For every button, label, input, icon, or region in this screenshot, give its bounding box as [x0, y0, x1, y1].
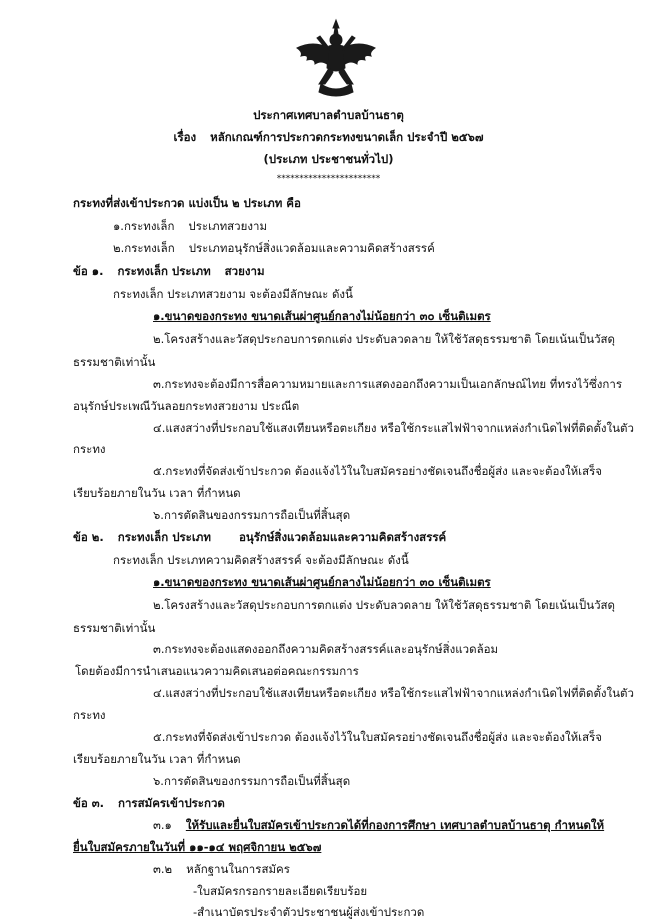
requirement-item: -สำเนาบัตรประจำตัวประชาชนผู้ส่งเข้าประกวด — [193, 905, 425, 919]
criterion-2-cont: ธรรมชาติเท่านั้น — [73, 355, 156, 369]
criterion-2: ๒.โครงสร้างและวัสดุประกอบการตกแต่ง ประดับลวดลาย ให้ใช้วัสดุธรรมชาติ โดยเน้นเป็นวัสดุ — [153, 598, 616, 612]
requirement-item: -ใบสมัครกรอกรายละเอียดเรียบร้อย — [193, 884, 368, 898]
section-heading — [73, 264, 265, 279]
criterion-3-cont: อนุรักษ์ประเพณีวันลอยกระทงสวยงาม ประณีต — [73, 399, 300, 413]
criterion-2-cont: ธรรมชาติเท่านั้น — [73, 621, 156, 635]
criterion-4: ๔.แสงสว่างที่ประกอบใช้แสงเทียนหรือตะเกียง หรือใช้กระแสไฟฟ้าจากแหล่งกำเนิดไฟที่ติดตั้งในตัว — [153, 421, 634, 435]
criterion-5: ๕.กระทงที่จัดส่งเข้าประกวด ต้องแจ้งไว้ในใบสมัครอย่างชัดเจนถึงชื่อผู้ส่ง และจะต้องให้เสร็จ — [153, 464, 603, 478]
application-rule — [153, 818, 604, 833]
subject-label: เรื่อง — [173, 130, 197, 144]
category-num: ๒.กระทงเล็ก — [113, 241, 175, 255]
section-title: กระทงเล็ก ประเภท — [117, 264, 211, 278]
criterion-5-cont: เรียบร้อยภายในวัน เวลา ที่กำหนด — [73, 486, 241, 500]
subject-line — [0, 130, 657, 145]
section-title: การสมัครเข้าประกวด — [118, 796, 225, 810]
section-title-type: อนุรักษ์สิ่งแวดล้อมและความคิดสร้างสรรค์ — [238, 530, 447, 544]
section-label: ข้อ ๓. — [73, 796, 105, 810]
requirements-heading — [153, 862, 290, 877]
section-lead: กระทงเล็ก ประเภทความคิดสร้างสรรค์ จะต้องมีลักษณะ ดังนี้ — [113, 553, 409, 567]
section-label: ข้อ ๒. — [73, 530, 104, 544]
criterion-4: ๔.แสงสว่างที่ประกอบใช้แสงเทียนหรือตะเกียง หรือใช้กระแสไฟฟ้าจากแหล่งกำเนิดไฟที่ติดตั้งในตัว — [153, 686, 634, 700]
criterion-5-cont: เรียบร้อยภายในวัน เวลา ที่กำหนด — [73, 752, 241, 766]
star-divider: *********************** — [276, 174, 381, 184]
criterion-1: ๑.ขนาดของกระทง ขนาดเส้นผ่าศูนย์กลางไม่น้อยกว่า ๓๐ เซ็นติเมตร — [153, 575, 491, 589]
section-heading — [73, 796, 225, 811]
criterion-3: ๓.กระทงจะต้องมีการสื่อความหมายและการแสดงออกถึงความเป็นเอกลักษณ์ไทย ที่ทรงไว้ซึ่งการ — [153, 377, 622, 391]
subject-text: หลักเกณฑ์การประกวดกระทงขนาดเล็ก ประจำปี ๒๕๖๗ — [210, 130, 484, 144]
criterion-2: ๒.โครงสร้างและวัสดุประกอบการตกแต่ง ประดับลวดลาย ให้ใช้วัสดุธรรมชาติ โดยเน้นเป็นวัสดุ — [153, 332, 616, 346]
category-desc: ประเภทสวยงาม — [188, 219, 268, 233]
application-deadline: ยื่นใบสมัครภายในวันที่ ๑๑-๑๔ พฤศจิกายน ๒๕๖๗ — [73, 840, 322, 854]
intro-heading: กระทงที่ส่งเข้าประกวด แบ่งเป็น ๒ ประเภท คือ — [73, 196, 301, 210]
criterion-1: ๑.ขนาดของกระทง ขนาดเส้นผ่าศูนย์กลางไม่น้อยกว่า ๓๐ เซ็นติเมตร — [153, 309, 491, 323]
section-title: กระทงเล็ก ประเภท — [117, 530, 211, 544]
category-desc: ประเภทอนุรักษ์สิ่งแวดล้อมและความคิดสร้างสรรค์ — [188, 241, 435, 255]
section-heading — [73, 530, 446, 545]
page-title: ประกาศเทศบาลตำบลบ้านธาตุ — [253, 108, 404, 122]
category-item — [113, 219, 267, 234]
clause-num: ๓.๑ — [153, 818, 172, 832]
section-title-type: สวยงาม — [224, 264, 265, 278]
criterion-5: ๕.กระทงที่จัดส่งเข้าประกวด ต้องแจ้งไว้ในใบสมัครอย่างชัดเจนถึงชื่อผู้ส่ง และจะต้องให้เสร็จ — [153, 730, 603, 744]
category-item — [113, 241, 435, 256]
criterion-4-cont: กระทง — [73, 442, 106, 456]
section-lead: กระทงเล็ก ประเภทสวยงาม จะต้องมีลักษณะ ดังนี้ — [113, 287, 353, 301]
requirements-title: หลักฐานในการสมัคร — [186, 862, 290, 876]
criterion-3-cont: โดยต้องมีการนำเสนอแนวความคิดเสนอต่อคณะกรรมการ — [75, 664, 359, 678]
category-num: ๑.กระทงเล็ก — [113, 219, 175, 233]
criterion-6: ๖.การตัดสินของกรรมการถือเป็นที่สิ้นสุด — [153, 508, 351, 522]
criterion-3: ๓.กระทงจะต้องแสดงออกถึงความคิดสร้างสรรค์และอนุรักษ์สิ่งแวดล้อม — [153, 642, 499, 656]
clause-num: ๓.๒ — [153, 862, 173, 876]
section-label: ข้อ ๑. — [73, 264, 104, 278]
application-rule-text: ให้รับและยื่นใบสมัครเข้าประกวดได้ที่กองการศึกษา เทศบาลตำบลบ้านธาตุ กำหนดให้ — [185, 818, 605, 832]
garuda-emblem — [293, 18, 379, 100]
subtitle: (ประเภท ประชาชนทั่วไป) — [263, 152, 394, 166]
criterion-4-cont: กระทง — [73, 708, 106, 722]
criterion-6: ๖.การตัดสินของกรรมการถือเป็นที่สิ้นสุด — [153, 774, 351, 788]
